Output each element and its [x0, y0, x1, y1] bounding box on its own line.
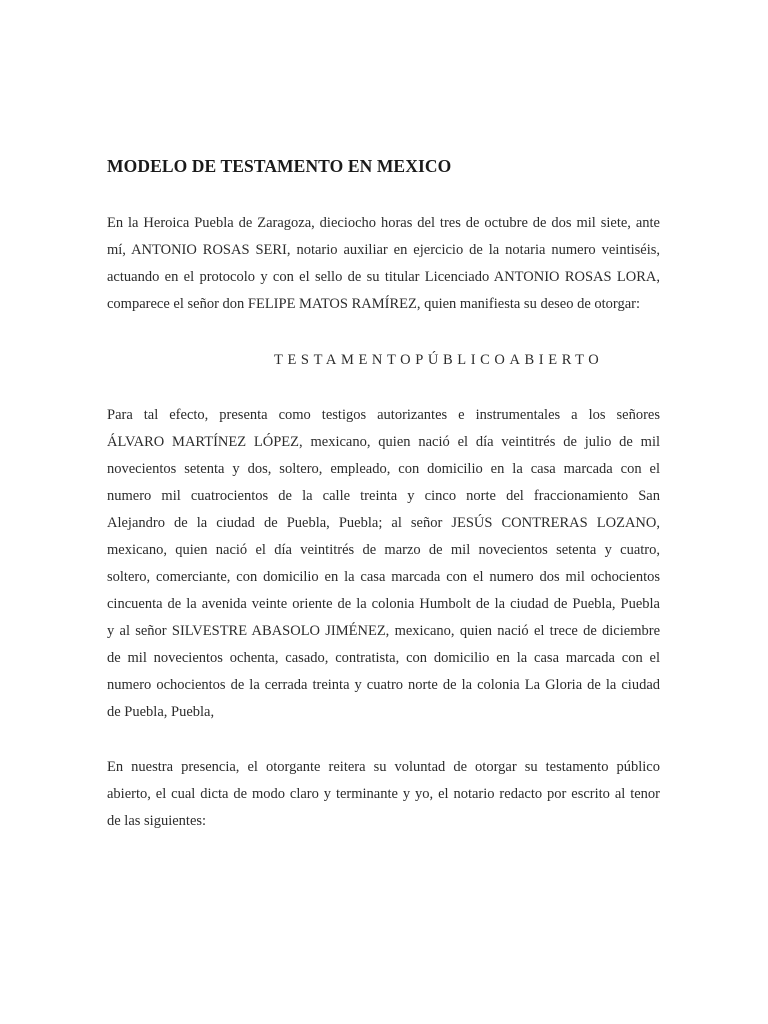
paragraph-line: actuando en el protocolo y con el sello de su titular Licenciado ANTONIO ROSAS LORA,: [107, 269, 660, 285]
paragraph-line: mí, ANTONIO ROSAS SERI, notario auxiliar en ejercicio de la notaria numero veintiséis,: [107, 242, 660, 258]
paragraph-line: Alejandro de la ciudad de Puebla, Puebla; al señor JESÚS CONTRERAS LOZANO,: [107, 515, 660, 531]
paragraph-line: de las siguientes:: [107, 813, 207, 829]
paragraph-line: En nuestra presencia, el otorgante reitera su voluntad de otorgar su testamento público: [107, 759, 660, 775]
paragraph-line: numero mil cuatrocientos de la calle treinta y cinco norte del fraccionamiento San: [107, 488, 660, 504]
paragraph-presence: [107, 754, 660, 835]
document-title: MODELO DE TESTAMENTO EN MEXICO: [107, 156, 452, 176]
paragraph-line: novecientos setenta y dos, soltero, empleado, con domicilio en la casa marcada con el: [107, 461, 660, 477]
paragraph-line: ÁLVARO MARTÍNEZ LÓPEZ, mexicano, quien nació el día veintitrés de julio de mil: [107, 434, 660, 450]
paragraph-intro: [107, 210, 660, 318]
paragraph-line: de mil novecientos ochenta, casado, contratista, con domicilio en la casa marcada con el: [107, 650, 660, 666]
paragraph-line: Para tal efecto, presenta como testigos autorizantes e instrumentales a los señores: [107, 407, 660, 423]
paragraph-line: abierto, el cual dicta de modo claro y terminante y yo, el notario redacto por escrito al tenor: [107, 786, 660, 802]
paragraph-line: y al señor SILVESTRE ABASOLO JIMÉNEZ, mexicano, quien nació el trece de diciembre: [107, 623, 660, 639]
paragraph-line: comparece el señor don FELIPE MATOS RAMÍREZ, quien manifiesta su deseo de otorgar:: [107, 296, 641, 312]
paragraph-line: numero ochocientos de la cerrada treinta y cuatro norte de la colonia La Gloria de la ciudad: [107, 677, 660, 693]
paragraph-line: soltero, comerciante, con domicilio en la casa marcada con el numero dos mil ochocientos: [107, 569, 660, 585]
paragraph-line: cincuenta de la avenida veinte oriente de la colonia Humbolt de la ciudad de Puebla, Puebla: [107, 596, 660, 612]
paragraph-line: En la Heroica Puebla de Zaragoza, dieciocho horas del tres de octubre de dos mil siete, ante: [107, 215, 660, 231]
paragraph-line: de Puebla, Puebla,: [107, 704, 215, 720]
section-heading: TESTAMENTOPÚBLICOABIERTO: [274, 352, 604, 368]
paragraph-line: mexicano, quien nació el día veintitrés de marzo de mil novecientos setenta y cuatro,: [107, 542, 660, 558]
paragraph-witnesses: [107, 402, 660, 726]
